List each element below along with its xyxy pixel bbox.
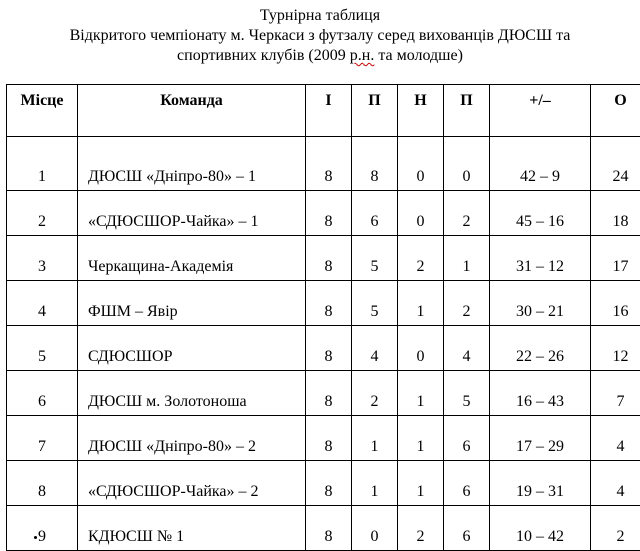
cell-goals: 22 – 26 [490, 326, 591, 371]
header-draws: Н [398, 85, 444, 137]
cell-draws: 1 [398, 416, 444, 461]
cell-draws: 1 [398, 281, 444, 326]
cell-points: 17 [591, 236, 640, 281]
table-row [7, 137, 640, 191]
cell-losses: 4 [444, 326, 490, 371]
cell-wins: 1 [352, 416, 398, 461]
header-goal-diff: +/– [490, 85, 591, 137]
table-row [7, 371, 640, 416]
table-row [7, 416, 640, 461]
cell-wins: 1 [352, 461, 398, 506]
cell-place: 7 [7, 416, 78, 461]
cell-draws: 0 [398, 137, 444, 191]
cell-losses: 6 [444, 461, 490, 506]
table-row [7, 191, 640, 236]
cell-team: СДЮСШОР [78, 326, 306, 371]
cell-points: 16 [591, 281, 640, 326]
cell-goals: 10 – 42 [490, 506, 591, 551]
cell-goals: 17 – 29 [490, 416, 591, 461]
cell-points: 4 [591, 416, 640, 461]
cell-games: 8 [306, 137, 352, 191]
cell-losses: 6 [444, 506, 490, 551]
cell-wins: 4 [352, 326, 398, 371]
header-place: Місце [7, 85, 78, 137]
cell-team: ДЮСШ «Дніпро-80» – 2 [78, 416, 306, 461]
table-row [7, 326, 640, 371]
cell-points: 4 [591, 461, 640, 506]
cell-losses: 2 [444, 281, 490, 326]
cell-points: 18 [591, 191, 640, 236]
standings-table [6, 84, 640, 551]
cell-place: 2 [7, 191, 78, 236]
cell-points: 2 [591, 506, 640, 551]
title-line-3 [0, 46, 640, 66]
cell-place: 3 [7, 236, 78, 281]
cell-losses: 6 [444, 416, 490, 461]
cell-place: 8 [7, 461, 78, 506]
cell-team: ФШМ – Явір [78, 281, 306, 326]
cell-games: 8 [306, 371, 352, 416]
cell-goals: 30 – 21 [490, 281, 591, 326]
cell-draws: 1 [398, 461, 444, 506]
title-line-2: Відкритого чемпіонату м. Черкаси з футзалу серед вихованців ДЮСШ та [0, 26, 640, 46]
cell-goals: 19 – 31 [490, 461, 591, 506]
cell-place: 1 [7, 137, 78, 191]
header-points: О [591, 85, 640, 137]
cell-games: 8 [306, 461, 352, 506]
cell-wins: 0 [352, 506, 398, 551]
cell-losses: 1 [444, 236, 490, 281]
cell-team: КДЮСШ № 1 [78, 506, 306, 551]
title-line-3-birth-year-abbr: р.н. [350, 47, 375, 64]
cell-team: «СДЮСШОР-Чайка» – 2 [78, 461, 306, 506]
title-line-3-end: та молодше) [374, 47, 463, 64]
title-line-3-start: спортивних клубів (2009 [177, 47, 350, 64]
cell-place: 5 [7, 326, 78, 371]
cell-place: 9 [7, 506, 78, 551]
stray-mark [34, 536, 37, 539]
cell-losses: 2 [444, 191, 490, 236]
cell-draws: 2 [398, 236, 444, 281]
header-wins: П [352, 85, 398, 137]
cell-points: 24 [591, 137, 640, 191]
header-row [7, 85, 640, 137]
cell-draws: 1 [398, 371, 444, 416]
document-title [0, 6, 640, 66]
cell-place: 6 [7, 371, 78, 416]
cell-games: 8 [306, 416, 352, 461]
cell-wins: 6 [352, 191, 398, 236]
table-row [7, 236, 640, 281]
cell-team: ДЮСШ м. Золотоноша [78, 371, 306, 416]
cell-team: ДЮСШ «Дніпро-80» – 1 [78, 137, 306, 191]
cell-games: 8 [306, 236, 352, 281]
header-games: І [306, 85, 352, 137]
table-row [7, 281, 640, 326]
cell-wins: 5 [352, 236, 398, 281]
cell-games: 8 [306, 281, 352, 326]
cell-losses: 0 [444, 137, 490, 191]
cell-games: 8 [306, 191, 352, 236]
cell-team: «СДЮСШОР-Чайка» – 1 [78, 191, 306, 236]
cell-draws: 0 [398, 326, 444, 371]
cell-points: 12 [591, 326, 640, 371]
cell-games: 8 [306, 326, 352, 371]
cell-points: 7 [591, 371, 640, 416]
table-row [7, 506, 640, 551]
header-losses: П [444, 85, 490, 137]
header-team: Команда [78, 85, 306, 137]
cell-draws: 0 [398, 191, 444, 236]
cell-wins: 8 [352, 137, 398, 191]
cell-games: 8 [306, 506, 352, 551]
cell-wins: 5 [352, 281, 398, 326]
cell-draws: 2 [398, 506, 444, 551]
table-row [7, 461, 640, 506]
cell-team: Черкащина-Академія [78, 236, 306, 281]
cell-losses: 5 [444, 371, 490, 416]
cell-goals: 31 – 12 [490, 236, 591, 281]
cell-place: 4 [7, 281, 78, 326]
cell-goals: 42 – 9 [490, 137, 591, 191]
cell-wins: 2 [352, 371, 398, 416]
title-line-1: Турнірна таблиця [0, 6, 640, 26]
cell-goals: 16 – 43 [490, 371, 591, 416]
cell-goals: 45 – 16 [490, 191, 591, 236]
